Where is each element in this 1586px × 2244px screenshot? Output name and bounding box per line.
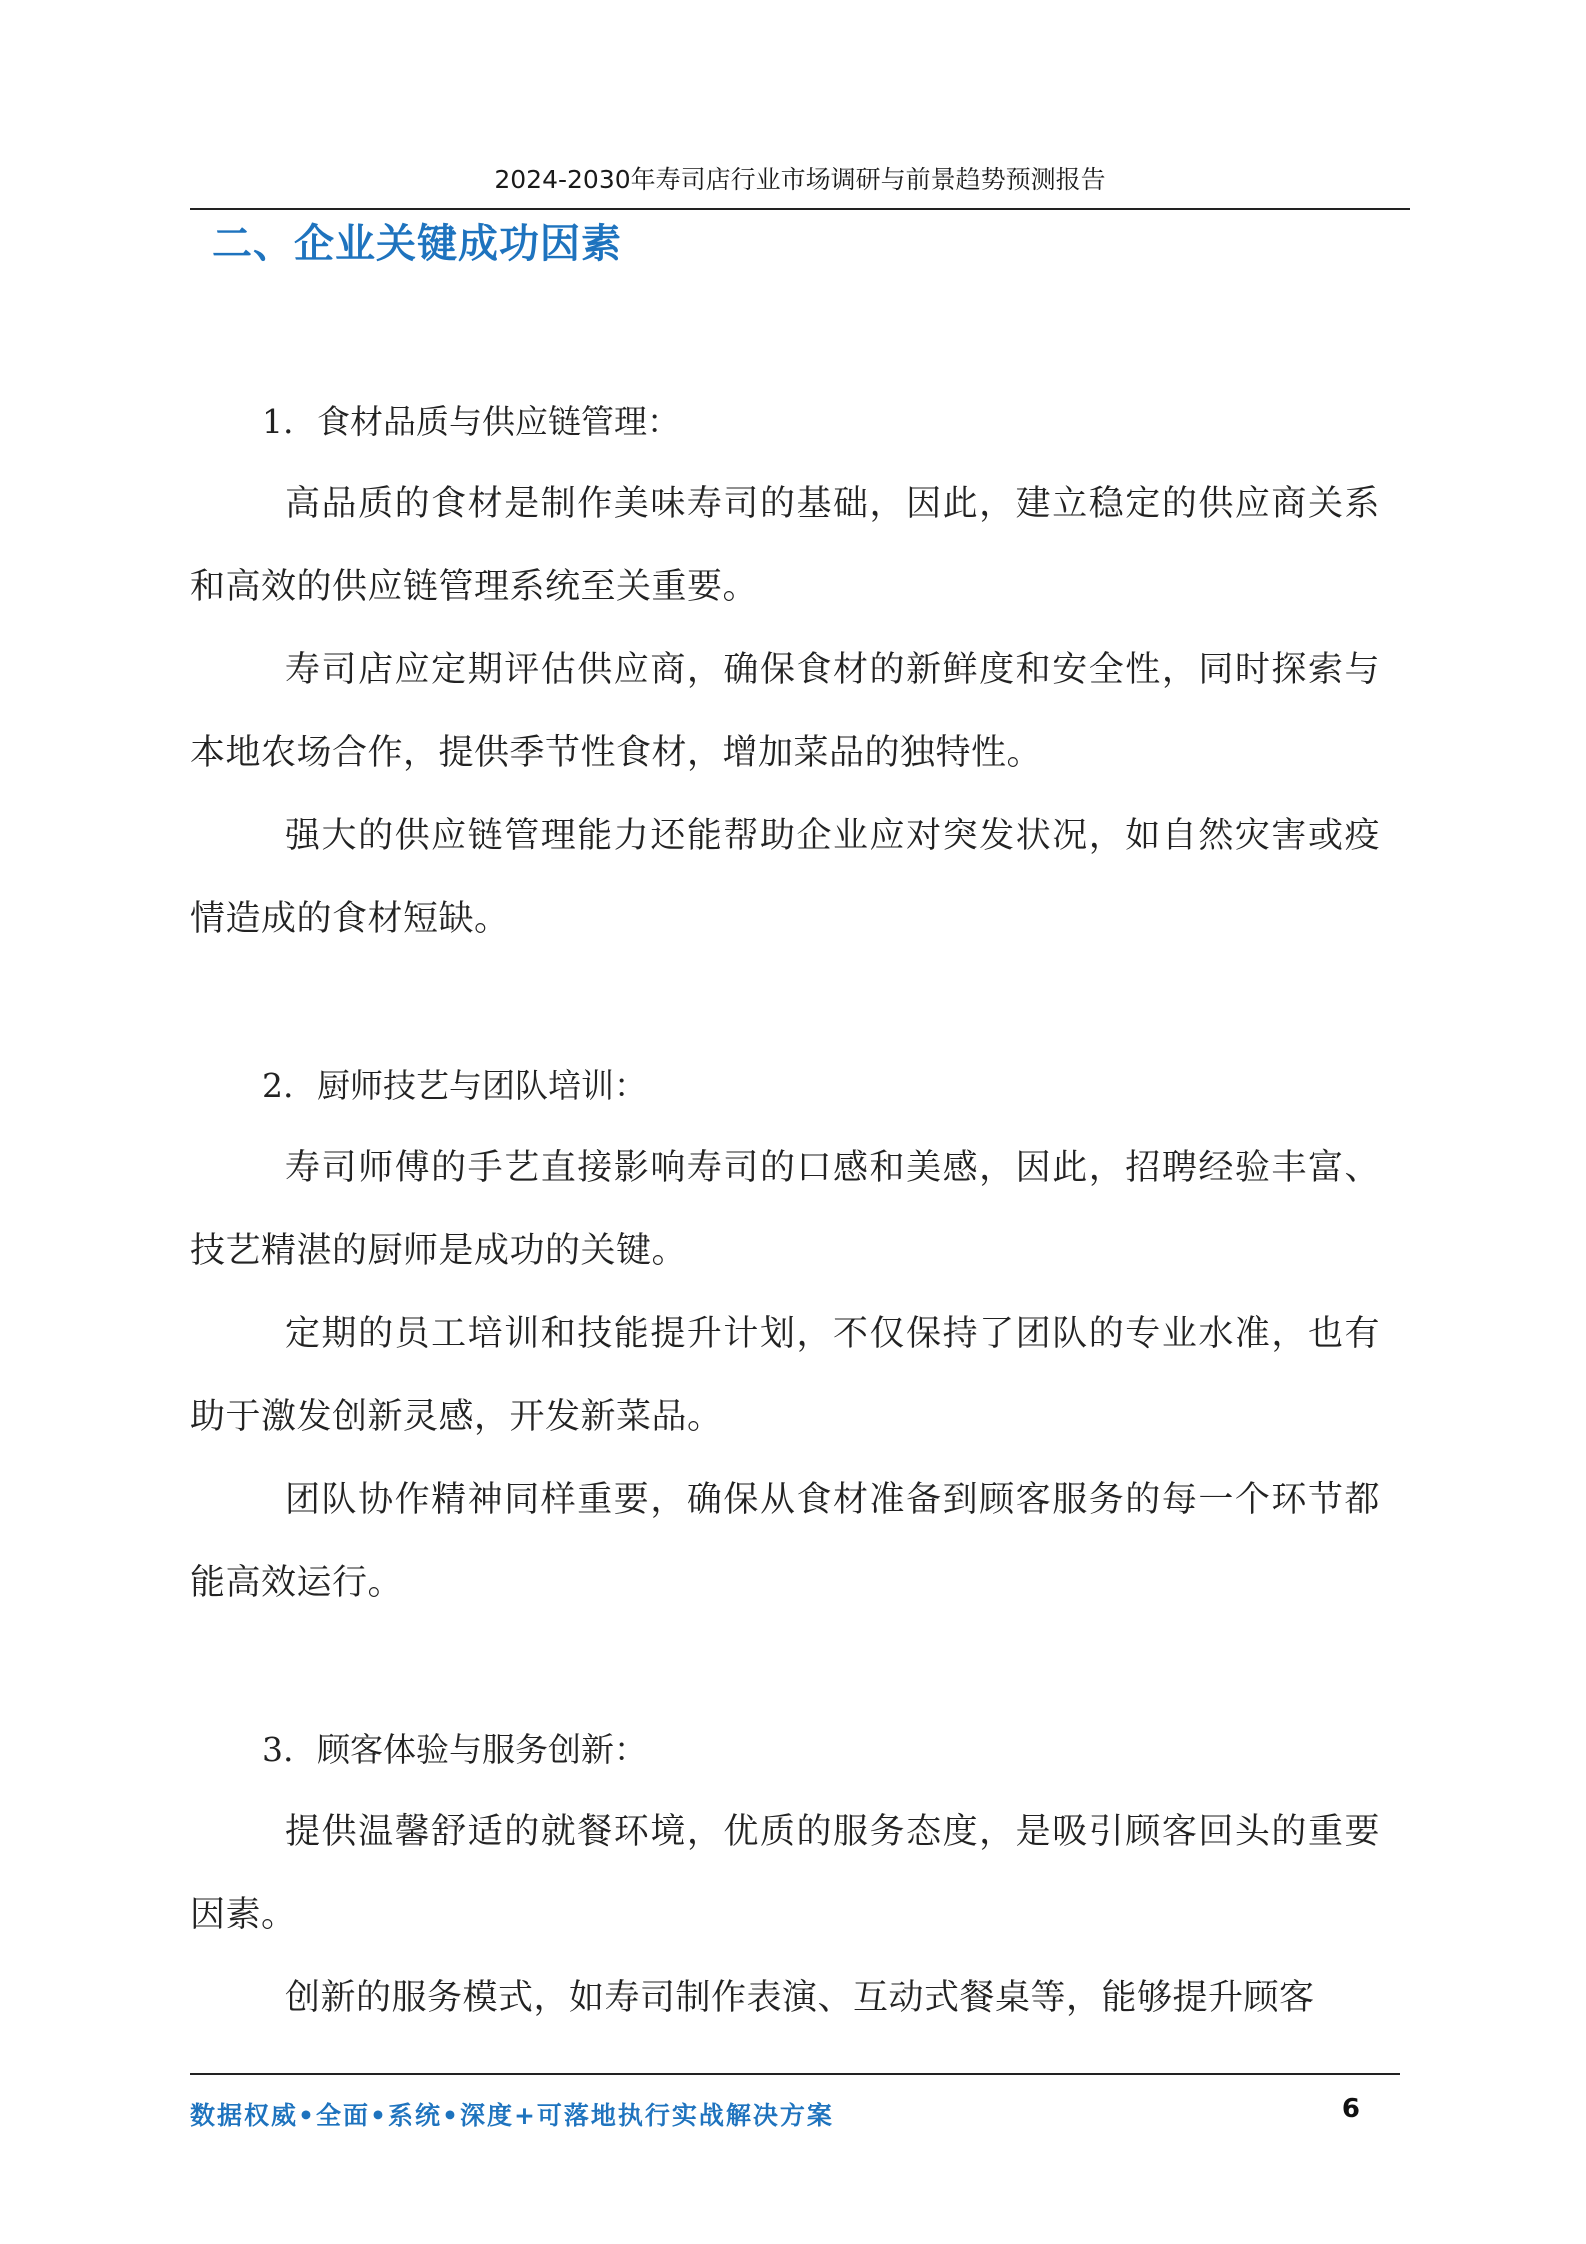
paragraph: 高品质的食材是制作美味寿司的基础，因此，建立稳定的供应商关系和高效的供应链管理系统至关重要。 <box>190 484 1380 607</box>
header-divider <box>190 208 1410 210</box>
paragraph: 提供温馨舒适的就餐环境，优质的服务态度，是吸引顾客回头的重要因素。 <box>190 1812 1380 1935</box>
section-heading: 二、企业关键成功因素 <box>212 221 622 267</box>
document-body <box>190 380 1380 2040</box>
item-2-number: 2. <box>262 1066 294 1105</box>
item-1-number: 1. <box>262 402 294 441</box>
item-1-heading <box>190 380 1380 463</box>
item-3-title: 顾客体验与服务创新： <box>317 1730 647 1769</box>
item-1-title: 食材品质与供应链管理： <box>317 402 680 441</box>
page-number: 6 <box>1341 2094 1360 2124</box>
paragraph: 团队协作精神同样重要，确保从食材准备到顾客服务的每一个环节都能高效运行。 <box>190 1480 1380 1603</box>
item-3-number: 3. <box>262 1730 294 1769</box>
item-3-heading <box>190 1708 1380 1791</box>
report-title: 2024-2030年寿司店行业市场调研与前景趋势预测报告 <box>494 165 1106 194</box>
item-2-title: 厨师技艺与团队培训： <box>317 1066 647 1105</box>
paragraph: 寿司师傅的手艺直接影响寿司的口感和美感，因此，招聘经验丰富、技艺精湛的厨师是成功的关键。 <box>190 1148 1380 1271</box>
paragraph: 定期的员工培训和技能提升计划，不仅保持了团队的专业水准，也有助于激发创新灵感，开发新菜品。 <box>190 1314 1380 1437</box>
item-2-heading <box>190 1044 1380 1127</box>
paragraph: 强大的供应链管理能力还能帮助企业应对突发状况，如自然灾害或疫情造成的食材短缺。 <box>190 816 1380 939</box>
paragraph: 创新的服务模式，如寿司制作表演、互动式餐桌等，能够提升顾客 <box>285 1978 1315 2018</box>
paragraph: 寿司店应定期评估供应商，确保食材的新鲜度和安全性，同时探索与本地农场合作，提供季节性食材，增加菜品的独特性。 <box>190 650 1380 773</box>
footer-divider <box>190 2073 1400 2075</box>
footer-tagline: 数据权威•全面•系统•深度+可落地执行实战解决方案 <box>190 2101 834 2130</box>
